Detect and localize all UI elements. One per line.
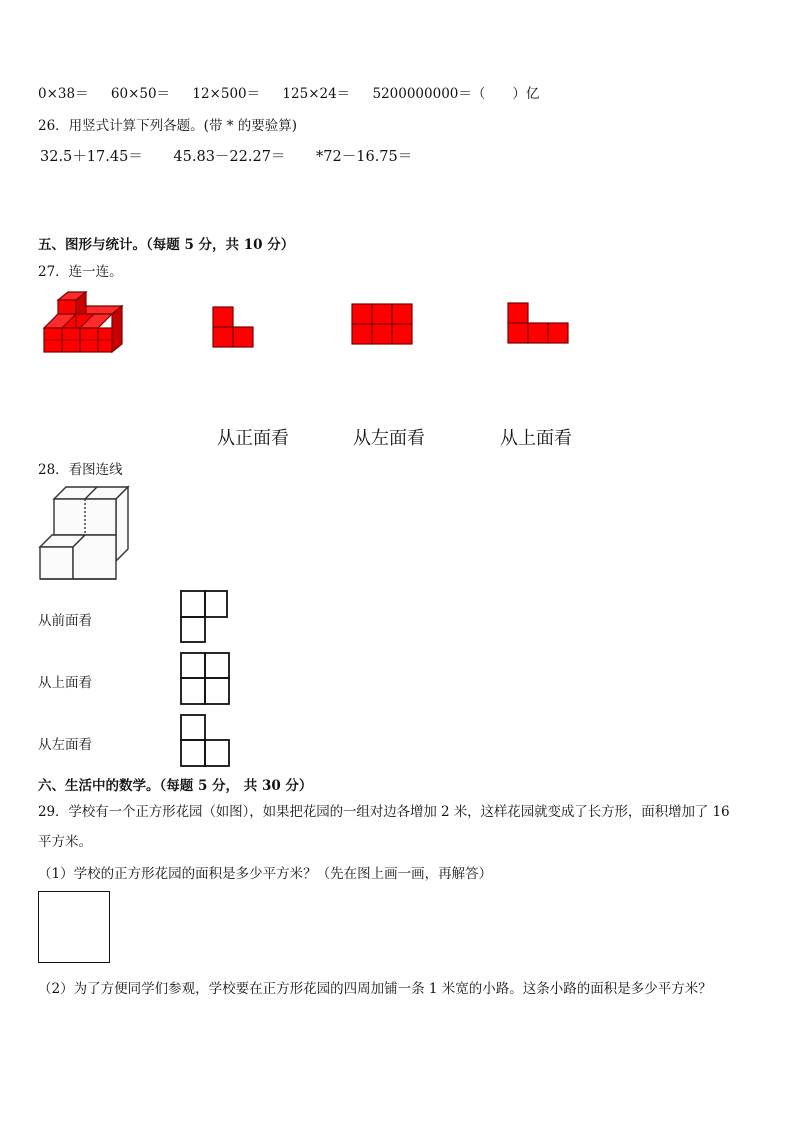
cube-stack-figure bbox=[44, 292, 128, 354]
q29-line-2: 平方米。 bbox=[38, 834, 92, 850]
view-shape-l bbox=[212, 306, 256, 348]
view-label-top: 从上面看 bbox=[500, 428, 572, 449]
calc-item: 32.5＋17.45＝ bbox=[40, 149, 143, 165]
section-5-title: 五、图形与统计。（每题 5 分，共 10 分） bbox=[38, 237, 295, 253]
calc-item: 12×500＝ bbox=[192, 86, 261, 102]
q27-title: 27．连一连。 bbox=[38, 264, 123, 280]
calc-item: *72－16.75＝ bbox=[316, 149, 413, 165]
section-6-title: 六、生活中的数学。（每题 5 分， 共 30 分） bbox=[38, 778, 313, 794]
view-label-front: 从正面看 bbox=[217, 428, 289, 449]
outline-view-front bbox=[180, 590, 230, 644]
view-shape-grid bbox=[351, 303, 413, 345]
view-label-left: 从左面看 bbox=[353, 428, 425, 449]
view-shape-long-l bbox=[507, 302, 569, 344]
calc-item: 125×24＝ bbox=[282, 86, 351, 102]
outline-view-left bbox=[180, 714, 232, 768]
q29-sub-1: （1）学校的正方形花园的面积是多少平方米？（先在图上画一画，再解答） bbox=[38, 866, 493, 882]
calc-item: 45.83－22.27＝ bbox=[173, 149, 286, 165]
q28-label-left: 从左面看 bbox=[38, 737, 92, 753]
calc-item: 60×50＝ bbox=[110, 86, 171, 102]
q28-title: 28．看图连线 bbox=[38, 462, 123, 478]
calc-item: 0×38＝ bbox=[38, 86, 89, 102]
q26-title: 26．用竖式计算下列各题。(带 * 的要验算) bbox=[38, 118, 298, 134]
calc-row-26 bbox=[40, 145, 430, 166]
q28-label-front: 从前面看 bbox=[38, 613, 92, 629]
square-garden-figure bbox=[38, 891, 110, 963]
q28-label-top: 从上面看 bbox=[38, 675, 92, 691]
q29-line-1: 29．学校有一个正方形花园（如图），如果把花园的一组对边各增加 2 米，这样花园就变成了长方形，面积增加了 16 bbox=[38, 804, 730, 820]
q29-sub-2: （2）为了方便同学们参观，学校要在正方形花园的四周加铺一条 1 米宽的小路。这条小路的面积是多少平方米？ bbox=[38, 981, 712, 997]
calc-row-25 bbox=[38, 82, 557, 102]
calc-item: 5200000000＝（ ）亿 bbox=[372, 86, 540, 102]
cube-outline-figure bbox=[40, 487, 130, 581]
outline-view-top bbox=[180, 652, 232, 706]
